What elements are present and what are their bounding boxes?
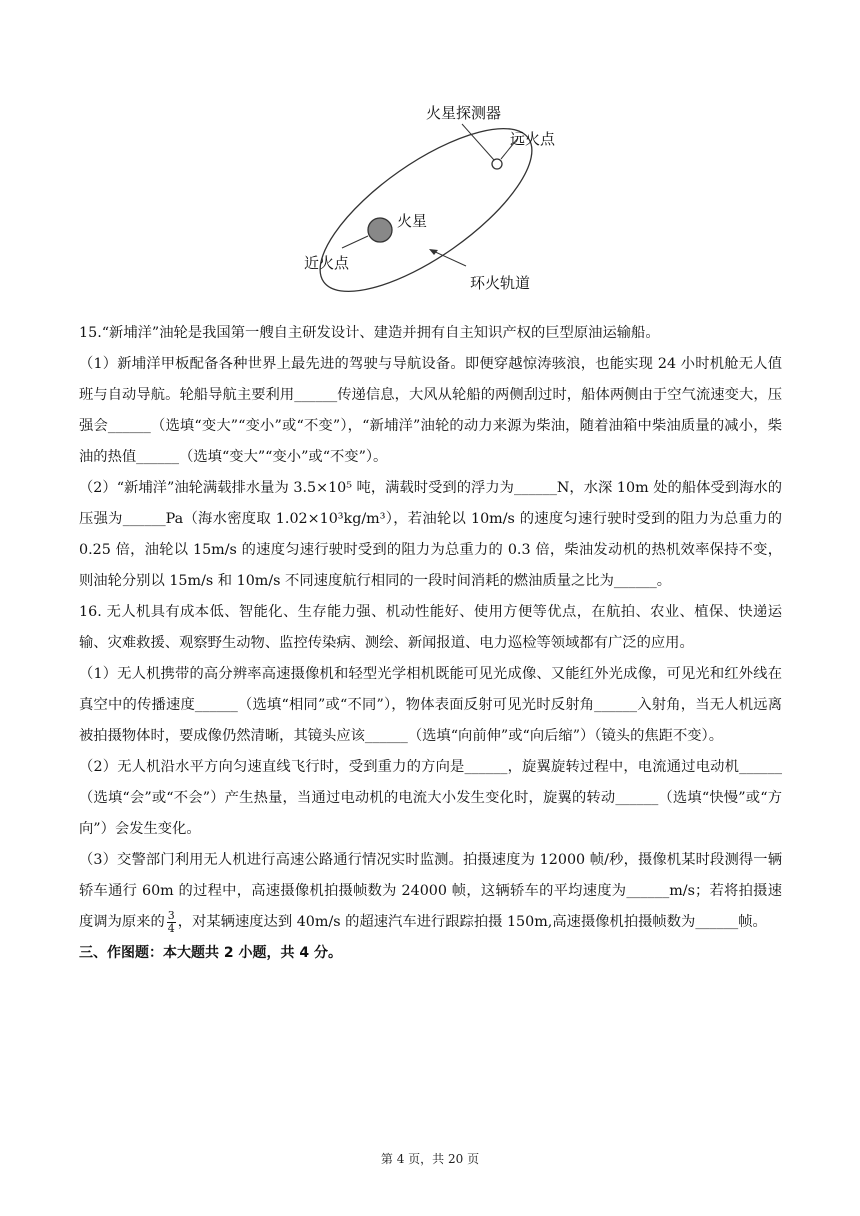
q16-part3 (79, 845, 782, 938)
q16-part3-a: （3）交警部门利用无人机进行高速公路通行情况实时监测。拍摄速度为 12000 帧/秒，摄像机某时段测得一辆轿车通行 60m 的过程中，高速摄像机拍摄帧数为 24000 帧，这辆轿车的平均速度为______m/s；若将拍摄速度调为原来的 (79, 852, 782, 930)
near-point-pointer (342, 236, 368, 248)
q16-stem: 16. 无人机具有成本低、智能化、生存能力强、机动性能好、使用方便等优点，在航拍、农业、植保、快递运输、灾难救援、观察野生动物、监控传染病、测绘、新闻报道、电力巡检等领域都有广泛的应用。 (79, 604, 782, 651)
orbit-arrowhead (429, 249, 438, 255)
orbit-pointer (431, 250, 466, 266)
fraction-numerator: 3 (167, 908, 175, 922)
q16-part1: （1）无人机携带的高分辨率高速摄像机和轻型光学相机既能可见光成像、又能红外光成像，可见光和红外线在真空中的传播速度______（选填“相同”或“不同”），物体表面反射可见光时反射角______入射角，当无人机远离被拍摄物体时，要成像仍然清晰，其镜头应该______（选填“向前伸”或“向后缩”）（镜头的焦距不变）。 (79, 666, 782, 744)
orbit-diagram (296, 98, 576, 298)
mars-orbit-figure (296, 98, 576, 298)
q16-part3-b: ，对某辆速度达到 40m/s 的超速汽车进行跟踪拍摄 150m,高速摄像机拍摄帧数为______帧。 (177, 914, 767, 930)
q15-part2: （2）“新埔洋”油轮满载排水量为 3.5×10⁵ 吨，满载时受到的浮力为______N，水深 10m 处的船体受到海水的压强为______Pa（海水密度取 1.02×10³kg/m³），若油轮以 10m/s 的速度匀速行驶时受到的阻力为总重力的 0.25 倍，油轮以 15m/s 的速度匀速行驶时受到的阻力为总重力的 0.3 倍，柴油发动机的热机效率保持不变，则油轮分别以 15m/s 和 10m/s 不同速度航行相同的一段时间消耗的燃油质量之比为______。 (79, 480, 782, 589)
label-far-point: 远火点 (510, 130, 556, 148)
probe-dot (492, 159, 502, 169)
label-probe: 火星探测器 (426, 104, 502, 122)
label-near-point: 近火点 (304, 254, 350, 272)
question-content (79, 318, 782, 969)
page-footer: 第 4 页，共 20 页 (380, 1152, 480, 1166)
q16-part2: （2）无人机沿水平方向匀速直线飞行时，受到重力的方向是______，旋翼旋转过程中，电流通过电动机______（选填“会”或“不会”）产生热量，当通过电动机的电流大小发生变化时，旋翼的转动______（选填“快慢”或“方向”）会发生变化。 (79, 759, 782, 837)
q15-stem: 15.“新埔洋”油轮是我国第一艘自主研发设计、建造并拥有自主知识产权的巨型原油运输船。 (79, 325, 660, 341)
label-orbit: 环火轨道 (470, 274, 531, 292)
label-mars: 火星 (397, 212, 428, 230)
fraction-three-quarters (167, 910, 176, 935)
fraction-denominator: 4 (167, 921, 175, 935)
mars-planet (368, 218, 392, 242)
q15-part1: （1）新埔洋甲板配备各种世界上最先进的驾驶与导航设备。即便穿越惊涛骇浪，也能实现 24 小时机舱无人值班与自动导航。轮船导航主要利用______传递信息，大风从轮船的两侧刮过时，船体两侧由于空气流速变大，压强会______（选填“变大”“变小”或“不变”），“新埔洋”油轮的动力来源为柴油，随着油箱中柴油质量的减小，柴油的热值______（选填“变大”“变小”或“不变”）。 (79, 356, 782, 465)
section-heading: 三、作图题：本大题共 2 小题，共 4 分。 (79, 945, 342, 961)
